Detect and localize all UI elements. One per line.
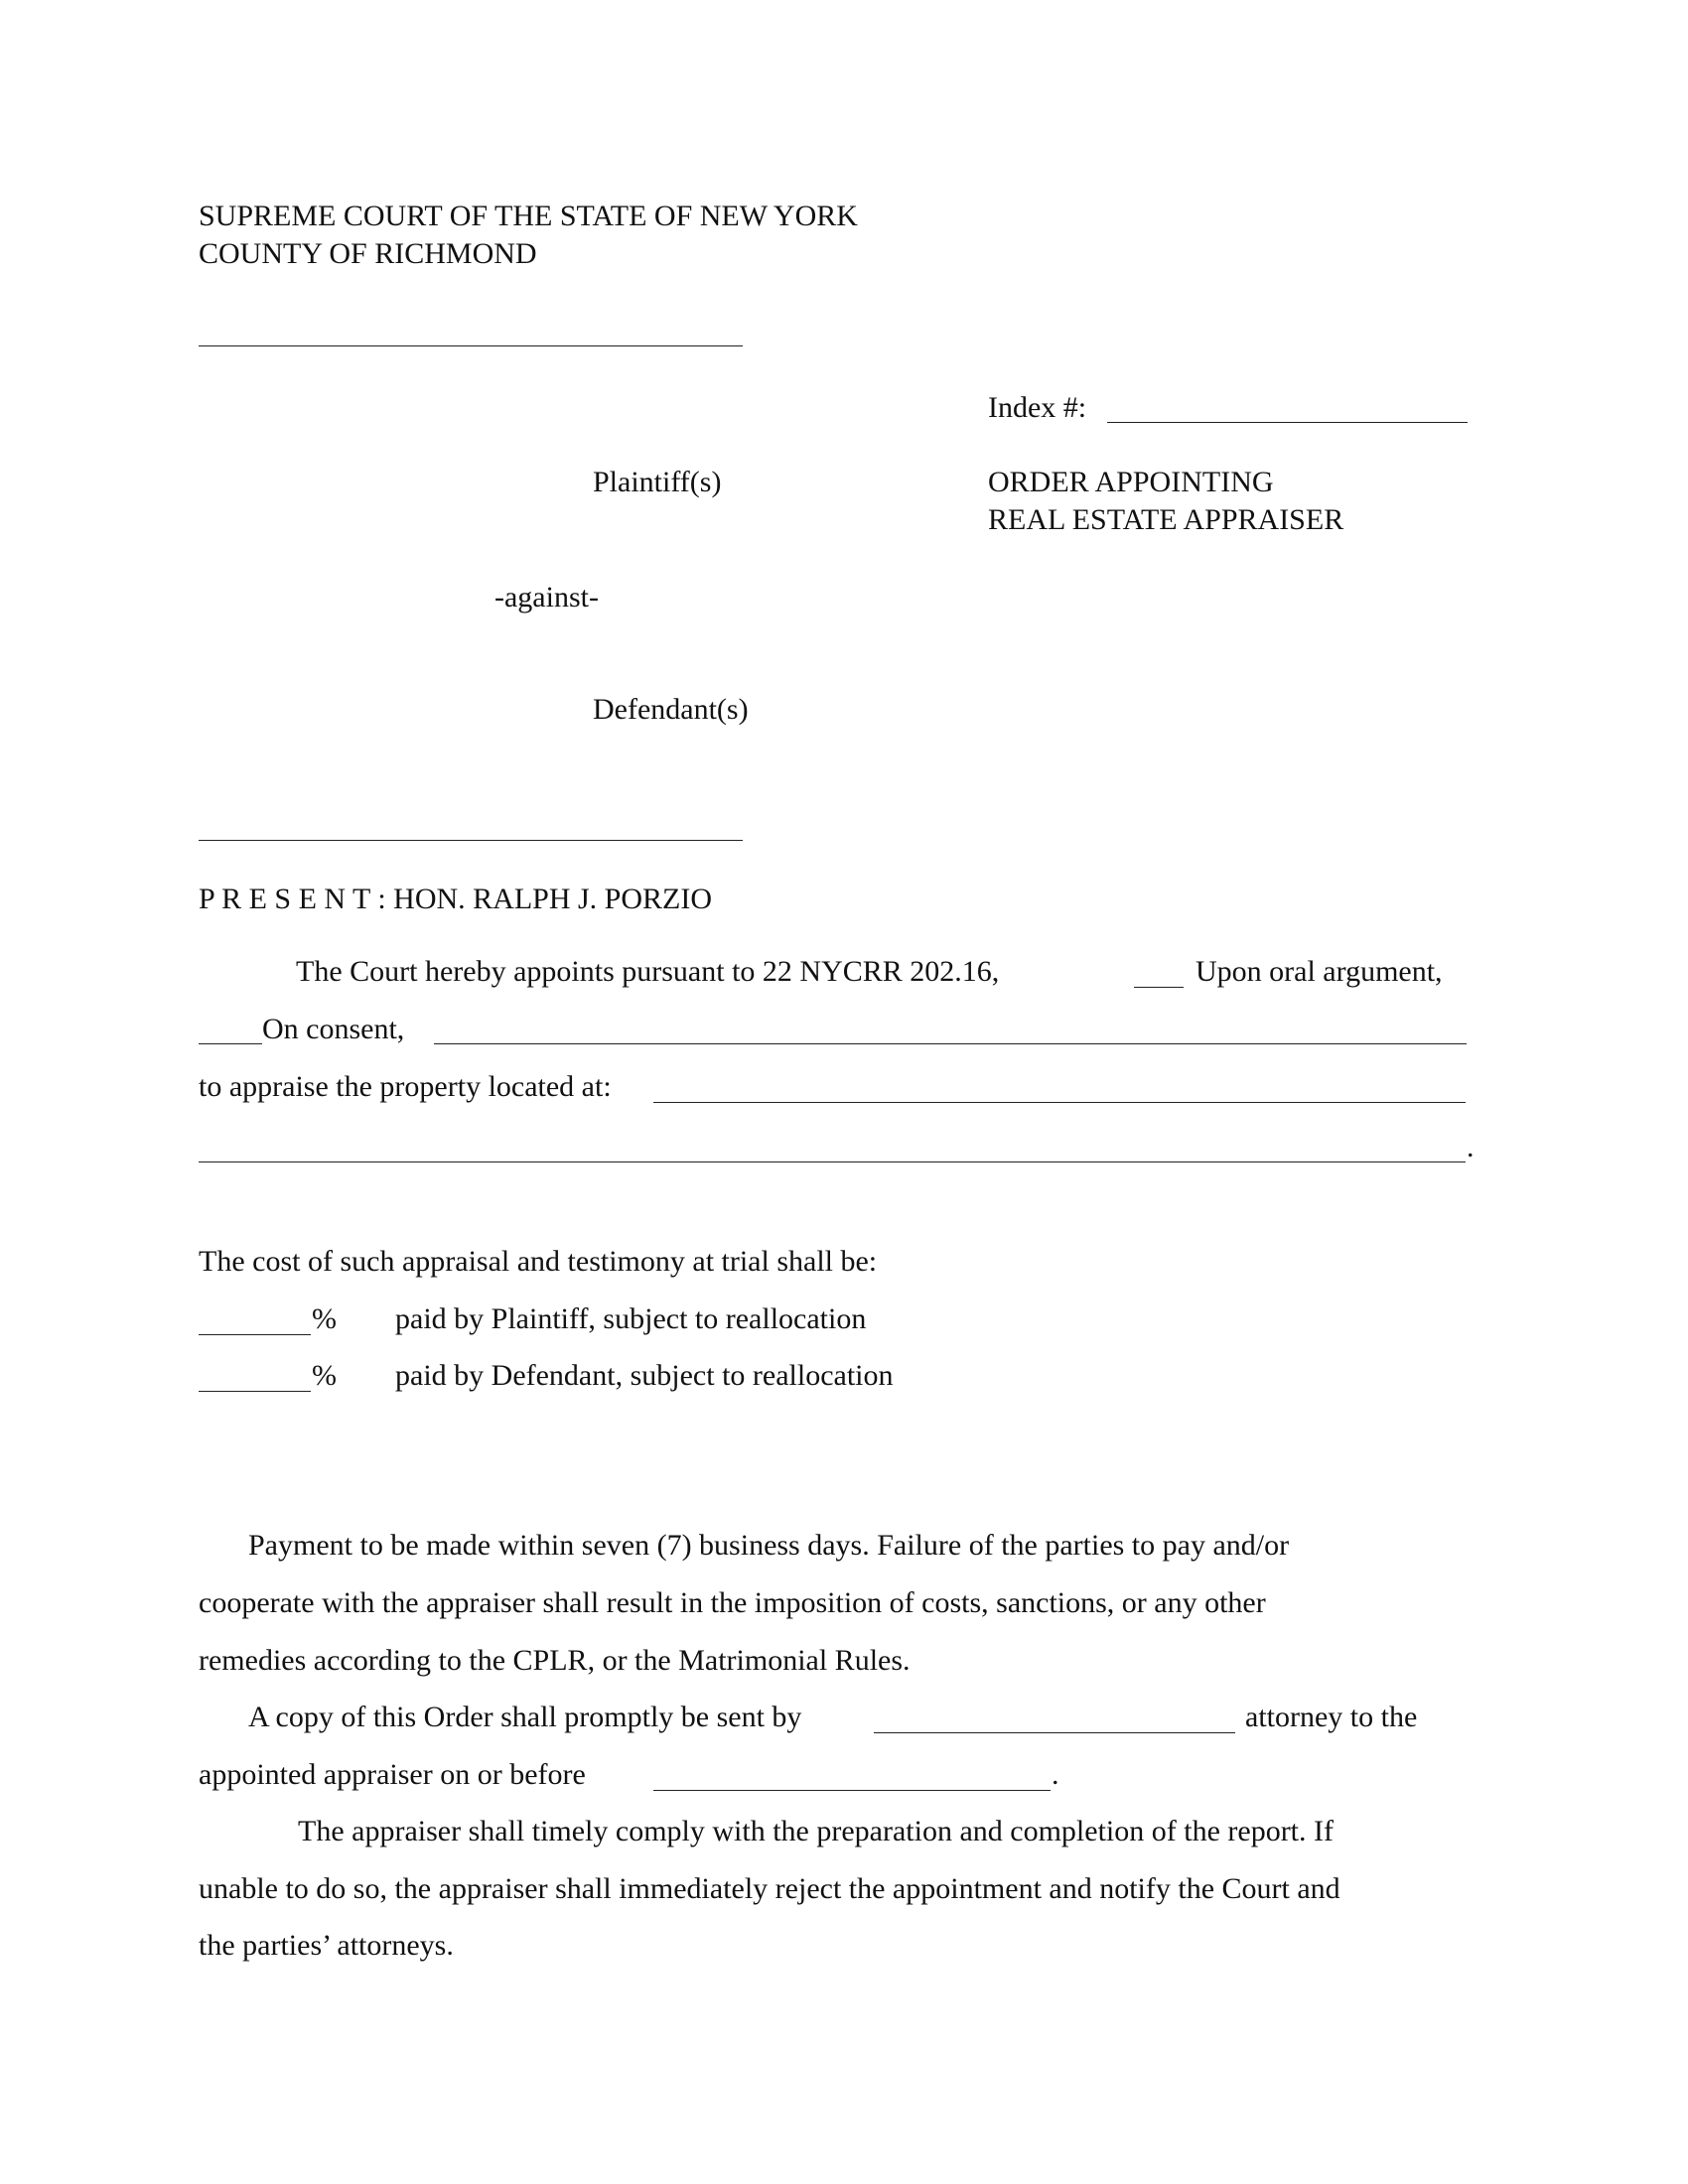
deadline-date-field[interactable]: [653, 1790, 1051, 1791]
plaintiff-percent-field[interactable]: [199, 1334, 311, 1335]
defendant-percent-field[interactable]: [199, 1391, 311, 1392]
sending-attorney-field[interactable]: [874, 1732, 1235, 1733]
compliance-line-3: the parties’ attorneys.: [199, 1929, 454, 1962]
court-name: SUPREME COURT OF THE STATE OF NEW YORK: [199, 200, 858, 232]
property-label: to appraise the property located at:: [199, 1070, 612, 1103]
caption-top-rule: [199, 345, 743, 346]
defendant-percent-sign: %: [312, 1359, 337, 1392]
defendant-label: Defendant(s): [593, 693, 749, 726]
copy-order-deadline-label: appointed appraiser on or before: [199, 1758, 586, 1791]
compliance-line-2: unable to do so, the appraiser shall immediately reject the appointment and notify the Court and: [199, 1872, 1340, 1905]
caption-bottom-rule: [199, 840, 743, 841]
property-address-field-line-2[interactable]: [199, 1161, 1466, 1162]
order-title-line-1: ORDER APPOINTING: [988, 466, 1274, 498]
plaintiff-label: Plaintiff(s): [593, 466, 722, 498]
index-number-field[interactable]: [1107, 422, 1468, 423]
plaintiff-cost-text: paid by Plaintiff, subject to reallocation: [395, 1302, 867, 1335]
compliance-line-1: The appraiser shall timely comply with the preparation and completion of the report. If: [298, 1815, 1334, 1847]
on-consent-label: On consent,: [262, 1013, 405, 1045]
present-justice: P R E S E N T : HON. RALPH J. PORZIO: [199, 883, 713, 915]
copy-order-text-start: A copy of this Order shall promptly be sent by: [248, 1701, 802, 1733]
county-name: COUNTY OF RICHMOND: [199, 237, 537, 270]
payment-line-3: remedies according to the CPLR, or the Matrimonial Rules.: [199, 1644, 911, 1677]
copy-order-text-end: attorney to the: [1245, 1701, 1418, 1733]
address-period: .: [1467, 1131, 1475, 1163]
plaintiff-percent-sign: %: [312, 1302, 337, 1335]
on-consent-checkbox-line[interactable]: [199, 1043, 262, 1044]
appointment-text-oral-argument: Upon oral argument,: [1196, 955, 1443, 988]
oral-argument-checkbox-line[interactable]: [1134, 987, 1184, 988]
appointment-text-start: The Court hereby appoints pursuant to 22 NYCRR 202.16,: [296, 955, 1000, 988]
deadline-period: .: [1052, 1758, 1059, 1791]
defendant-cost-text: paid by Defendant, subject to reallocation: [395, 1359, 894, 1392]
against-label: -against-: [494, 581, 599, 614]
payment-line-1: Payment to be made within seven (7) business days. Failure of the parties to pay and/or: [248, 1529, 1290, 1562]
appraiser-name-field[interactable]: [434, 1043, 1467, 1044]
order-title-line-2: REAL ESTATE APPRAISER: [988, 503, 1344, 536]
cost-heading: The cost of such appraisal and testimony at trial shall be:: [199, 1245, 878, 1278]
payment-line-2: cooperate with the appraiser shall result in the imposition of costs, sanctions, or any other: [199, 1586, 1266, 1619]
property-address-field-line-1[interactable]: [653, 1102, 1466, 1103]
index-label: Index #:: [988, 391, 1087, 424]
